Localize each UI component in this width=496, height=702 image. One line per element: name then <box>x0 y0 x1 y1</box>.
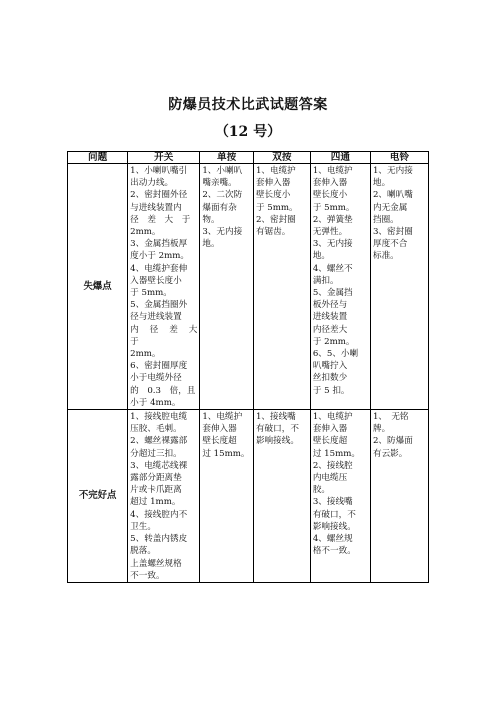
cell-line: 内无金属 <box>372 202 408 213</box>
cell-line: 壁长度小 <box>255 190 291 201</box>
cell-line: 2、螺丝裸露部 <box>130 436 188 447</box>
cell-line: 4、螺丝不 <box>312 263 353 274</box>
cell-line: 2mm。 <box>130 227 161 238</box>
cell-line: 1、接线嘴 <box>255 412 296 423</box>
header-question: 问题 <box>68 152 128 164</box>
cell-line: 挡圈。 <box>372 214 399 225</box>
cell-line: 套伸入器 <box>202 424 237 435</box>
cell-line: 1、电缆护 <box>312 166 353 176</box>
cell-line: 露部分距离垫 <box>130 473 182 484</box>
cell-double-button <box>253 410 310 583</box>
cell-line: 1、无内接 <box>372 166 413 176</box>
cell-line: 壁长度超 <box>202 436 237 447</box>
cell-line: 进线装置 <box>312 312 348 323</box>
cell-line: 3、接线嘴 <box>312 497 353 508</box>
cell-line: 径与进线装置 <box>130 312 182 323</box>
cell-line: 片或卡爪距离 <box>130 485 182 496</box>
cell-line: 入器壁长度小 <box>130 275 182 286</box>
cell-line: 2、防爆面 <box>372 436 413 447</box>
cell-line: 4、电缆护套伸 <box>130 263 188 274</box>
cell-line: 于 5mm。 <box>255 202 298 213</box>
cell-switch <box>128 410 200 583</box>
cell-line: 套伸入器 <box>255 178 291 189</box>
cell-switch <box>128 164 206 410</box>
cell-line: 1、电缆护 <box>255 166 296 176</box>
cell-line: 影响接线。 <box>312 521 356 532</box>
header-four-way: 四通 <box>310 152 370 164</box>
cell-line: 1、 无铭 <box>372 412 409 423</box>
cell-line: 内径差大 <box>312 324 348 335</box>
cell-bell <box>370 164 428 410</box>
cell-line: 6、密封圈厚度 <box>130 361 188 372</box>
page-subtitle: （12 号） <box>214 124 282 140</box>
cell-line: 嘴亲嘴。 <box>202 178 237 189</box>
table-row <box>68 164 429 410</box>
cell-line: 4、接线腔内不 <box>130 509 188 520</box>
cell-line: 1、小喇叭嘴引 <box>130 166 188 176</box>
cell-line: 于 5 扣。 <box>312 385 350 396</box>
table-row <box>68 410 429 583</box>
cell-bell <box>370 410 428 583</box>
cell-line: 板外径与 <box>312 300 348 311</box>
cell-line: 套伸入器 <box>312 178 348 189</box>
header-bell: 电铃 <box>370 152 428 164</box>
cell-line: 物。 <box>202 214 220 225</box>
cell-line: 满扣。 <box>312 275 339 286</box>
cell-line: 不一致。 <box>130 570 165 581</box>
cell-line: 1、小喇叭 <box>202 166 243 176</box>
cell-line: 标准。 <box>372 251 399 262</box>
cell-line: 壁长度超 <box>312 436 348 447</box>
cell-line: 脱落。 <box>130 546 156 557</box>
cell-line: 厚度不合 <box>372 239 408 250</box>
cell-line: 过 15mm。 <box>202 448 250 459</box>
header-single-button: 单按 <box>200 152 254 164</box>
cell-line: 3、无内接 <box>312 239 353 250</box>
cell-line: 过 15mm。 <box>312 448 360 459</box>
cell-line: 的 0.3 倍，且 <box>130 385 196 396</box>
cell-line: 2、喇叭嘴 <box>372 190 413 201</box>
cell-line: 2、密封圈外径 <box>130 190 188 201</box>
cell-line: 小于电缆外径 <box>130 373 182 384</box>
cell-line: 压胶、毛刺。 <box>130 424 182 435</box>
cell-line: 分超过三扣。 <box>130 448 182 459</box>
cell-line: 格不一致。 <box>312 546 356 557</box>
cell-line: 1、接线腔电缆 <box>130 412 188 423</box>
cell-four-way <box>310 164 370 410</box>
cell-line: 出动力线。 <box>130 178 174 189</box>
cell-line: 4、螺丝规 <box>312 534 353 545</box>
cell-line: 3、电缆芯线裸 <box>130 460 188 471</box>
cell-line: 超过 1mm。 <box>130 497 181 508</box>
cell-line: 丝扣数少 <box>312 373 348 384</box>
cell-line: 有破口，不 <box>312 509 356 520</box>
cell-line: 牌。 <box>372 424 391 435</box>
cell-single-button <box>200 410 254 583</box>
cell-four-way <box>310 410 370 583</box>
cell-line: 3、金属挡板厚 <box>130 239 188 250</box>
row-label: 不完好点 <box>68 410 128 583</box>
answer-table <box>67 151 429 583</box>
cell-line: 内 径 差 大 于 <box>130 324 206 347</box>
cell-line: 于 5mm。 <box>130 288 172 299</box>
cell-line: 内电缆压 <box>312 473 348 484</box>
cell-line: 地。 <box>312 251 331 262</box>
cell-line: 上盖螺丝规格 <box>130 558 182 569</box>
cell-line: 径 差 大 于 <box>130 214 191 225</box>
table-header-row <box>68 152 429 164</box>
cell-line: 与进线装置内 <box>130 202 182 213</box>
cell-single-button <box>200 164 254 410</box>
cell-line: 2、密封圈 <box>255 214 296 225</box>
cell-line: 5、金属挡圈外 <box>130 300 188 311</box>
cell-line: 有破口，不 <box>255 424 299 435</box>
cell-line: 有锯齿。 <box>255 227 291 238</box>
cell-line: 胶。 <box>312 485 331 496</box>
cell-line: 卫生。 <box>130 521 156 532</box>
cell-line: 1、电缆护 <box>202 412 243 423</box>
cell-line: 于 2mm。 <box>312 336 355 347</box>
cell-line: 2、接线腔 <box>312 460 353 471</box>
cell-line: 2mm。 <box>130 349 161 360</box>
row-label: 失爆点 <box>68 164 128 410</box>
cell-line: 3、密封圈 <box>372 227 413 238</box>
cell-line: 影响接线。 <box>255 436 299 447</box>
cell-line: 爆面有杂 <box>202 202 237 213</box>
cell-line: 5、金属挡 <box>312 288 353 299</box>
cell-line: 5、转盖内锈皮 <box>130 534 188 545</box>
cell-line: 2、二次防 <box>202 190 243 201</box>
cell-line: 度小于 2mm。 <box>130 251 190 262</box>
cell-line: 地。 <box>202 239 220 250</box>
header-double-button: 双按 <box>253 152 310 164</box>
cell-line: 有云影。 <box>372 448 408 459</box>
cell-line: 叭嘴拧入 <box>312 361 348 372</box>
cell-line: 于 5mm。 <box>312 202 355 213</box>
cell-line: 1、电缆护 <box>312 412 353 423</box>
cell-line: 无弹性。 <box>312 227 348 238</box>
cell-line: 小于 4mm。 <box>130 397 181 408</box>
cell-line: 3、无内接 <box>202 227 243 238</box>
cell-line: 地。 <box>372 178 391 189</box>
header-switch: 开关 <box>128 152 200 164</box>
page-title: 防爆员技术比武试题答案 <box>168 97 328 113</box>
cell-line: 6、5、小喇 <box>312 349 359 360</box>
cell-line: 2、弹簧垫 <box>312 214 353 225</box>
cell-line: 壁长度小 <box>312 190 348 201</box>
cell-line: 套伸入器 <box>312 424 348 435</box>
cell-double-button <box>253 164 310 410</box>
